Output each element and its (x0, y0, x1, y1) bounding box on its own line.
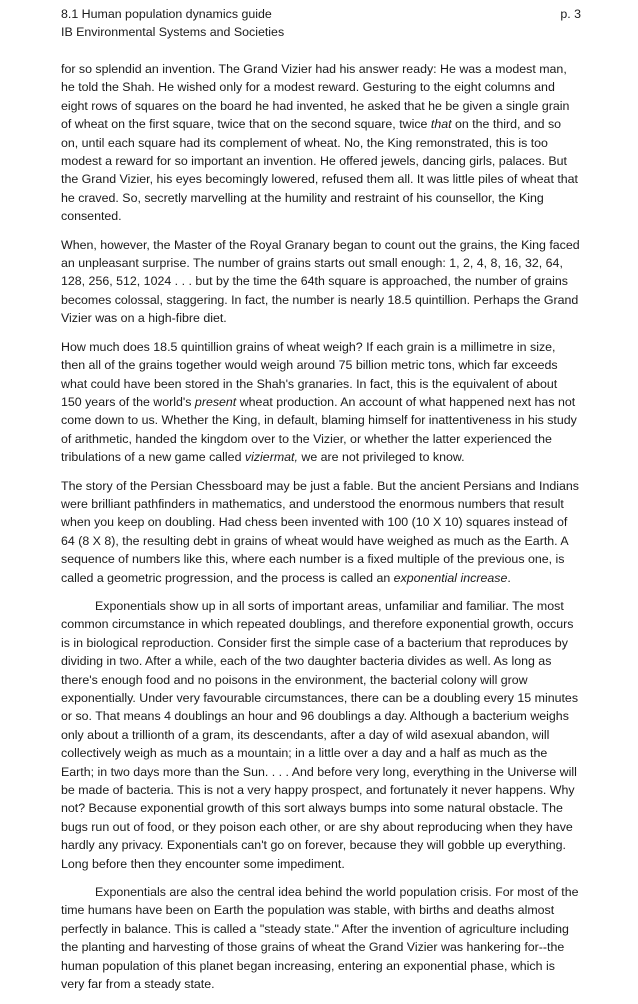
paragraph: Exponentials are also the central idea behind the world population crisis. For most of the time humans have been on Earth the population was stable, with births and deaths almost perfectly in balance. This is called a "steady state." After the invention of agriculture including the planting and harvesting of those grains of wheat the Grand Vizier was hankering for--the human population of this planet began increasing, entering an exponential phase, which is very far from a steady state. (61, 885, 579, 992)
page-header (61, 6, 581, 41)
paragraph: Exponentials show up in all sorts of important areas, unfamiliar and familiar. The most common circumstance in which repeated doublings, and therefore exponential growth, occurs is in biological reproduction. Consider first the simple case of a bacterium that reproduces by dividing in two. After a while, each of the two daughter bacteria divides as well. As long as there's enough food and no poisons in the environment, the bacterial colony will grow exponentially. Under very favourable circumstances, there can be a doubling every 15 minutes or so. That means 4 doublings an hour and 96 doublings a day. Although a bacterium weighs only about a trillionth of a gram, its descendants, after a day of wild asexual abandon, will collectively weigh as much as a mountain; in a little over a day and a half as much as the Earth; in two days more than the Sun. . . . And before very long, everything in the Universe will be made of bacteria. This is not a very happy prospect, and fortunately it never happens. Why not? Because exponential growth of this sort always bumps into some natural obstacle. The bugs run out of food, or they poison each other, or are shy about reproducing when they have hardly any privacy. Exponentials can't go on forever, because they will gobble up everything. Long before then they encounter some impediment. (61, 598, 579, 871)
page-number: p. 3 (560, 7, 581, 21)
paragraph: When, however, the Master of the Royal Granary began to count out the grains, the King faced an unpleasant surprise. The number of grains starts out small enough: 1, 2, 4, 8, 16, 32, 64, 128, 256, 512, 1024 . . . but by the time the 64th square is approached, the number of grains becomes colossal, staggering. In fact, the number is nearly 18.5 quintillion. Perhaps the Grand Vizier was on a high-fibre diet. (61, 237, 580, 326)
document-body (61, 60, 581, 1004)
paragraph: The story of the Persian Chessboard may be just a fable. But the ancient Persians and Indians were brilliant pathfinders in mathematics, and understood the enormous numbers that result when you keep on doubling. Had chess been invented with 100 (10 X 10) squares instead of 64 (8 X 8), the resulting debt in grains of wheat would have weighed as much as the Earth. A sequence of numbers like this, where each number is a fixed multiple of the previous one, is called a geometric progression, and the process is called an exponential increase. (61, 478, 579, 585)
paragraph: for so splendid an invention. The Grand Vizier had his answer ready: He was a modest man, he told the Shah. He wished only for a modest reward. Gesturing to the eight columns and eight rows of squares on the board he had invented, he asked that he be given a single grain of wheat on the first square, twice that on the second square, twice that on the third, and so on, until each square had its complement of wheat. No, the King remonstrated, this is too modest a reward for so important an invention. He offered jewels, dancing girls, palaces. But the Grand Vizier, his eyes becomingly lowered, refused them all. It was little piles of wheat that he craved. So, secretly marvelling at the humility and restraint of his counsellor, the King consented. (61, 62, 578, 224)
header-title: 8.1 Human population dynamics guide (61, 7, 272, 21)
paragraph: How much does 18.5 quintillion grains of wheat weigh? If each grain is a millimetre in size, then all of the grains together would weigh around 75 billion metric tons, which far exceeds what could have been stored in the Shah's granaries. In fact, this is the equivalent of about 150 years of the world's present wheat production. An account of what happened next has not come down to us. Whether the King, in default, blaming himself for inattentiveness in his study of arithmetic, handed the kingdom over to the Vizier, or whether the latter experienced the tribulations of a new game called viziermat, we are not privileged to know. (61, 339, 577, 465)
header-subtitle: IB Environmental Systems and Societies (61, 24, 285, 39)
